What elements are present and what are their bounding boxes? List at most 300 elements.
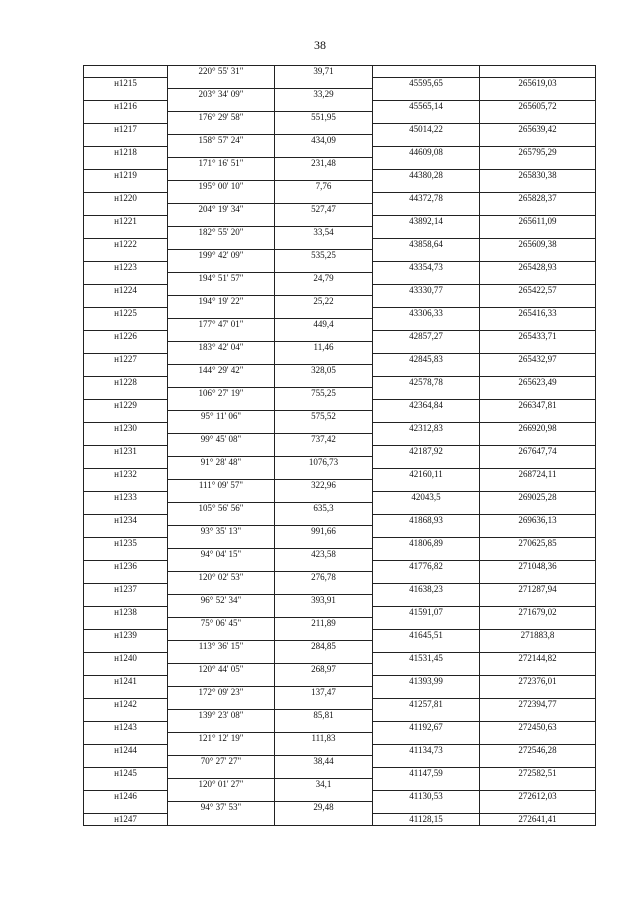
x-coordinate-cell: 45014,22 — [373, 124, 480, 136]
point-row — [84, 791, 595, 803]
empty-cell — [84, 250, 168, 262]
x-coordinate-cell: 44372,78 — [373, 193, 480, 205]
point-row — [84, 676, 595, 688]
x-coordinate-cell: 41591,07 — [373, 607, 480, 619]
y-coordinate-cell: 271679,02 — [518, 606, 557, 617]
empty-cell — [84, 66, 168, 78]
point-row — [84, 400, 595, 412]
x-coordinate-cell: 41645,51 — [373, 630, 480, 642]
empty-cell — [373, 388, 480, 400]
point-name-cell: н1219 — [84, 170, 168, 182]
empty-cell — [373, 273, 480, 285]
empty-cell — [480, 112, 595, 124]
y-coordinate-cell: 272394,77 — [518, 698, 557, 709]
empty-cell — [480, 595, 595, 607]
point-row — [84, 216, 595, 228]
distance-cell: 393,91 — [275, 595, 373, 607]
empty-cell — [275, 285, 373, 297]
segment-row — [84, 733, 595, 745]
distance-cell: 276,78 — [275, 572, 373, 584]
y-coordinate-cell: 265433,71 — [518, 330, 557, 341]
empty-cell — [275, 193, 373, 205]
empty-cell — [275, 515, 373, 527]
segment-row — [84, 204, 595, 216]
empty-cell — [84, 687, 168, 699]
empty-cell — [168, 308, 275, 320]
x-coordinate-cell: 42312,83 — [373, 423, 480, 435]
empty-cell — [275, 699, 373, 711]
point-row — [84, 768, 595, 780]
y-coordinate-cell: 265605,72 — [518, 100, 557, 111]
empty-cell — [84, 595, 168, 607]
empty-cell — [480, 158, 595, 170]
segment-row — [84, 342, 595, 354]
empty-cell — [480, 273, 595, 285]
point-row — [84, 561, 595, 573]
point-row — [84, 722, 595, 734]
x-coordinate-cell: 44609,08 — [373, 147, 480, 159]
empty-cell — [168, 630, 275, 642]
point-row — [84, 469, 595, 481]
x-coordinate-cell: 41776,82 — [373, 561, 480, 573]
page-number: 38 — [314, 38, 326, 52]
point-row — [84, 331, 595, 343]
segment-row — [84, 710, 595, 722]
point-name-cell: н1227 — [84, 354, 168, 366]
empty-cell — [168, 101, 275, 113]
coordinates-table — [83, 65, 596, 826]
empty-cell — [275, 492, 373, 504]
empty-cell — [480, 480, 595, 492]
point-name-cell: н1230 — [84, 423, 168, 435]
point-row — [84, 193, 595, 205]
empty-cell — [84, 342, 168, 354]
empty-cell — [168, 377, 275, 389]
direction-angle-cell: 176° 29' 58" — [168, 112, 275, 124]
x-coordinate-cell: 42857,27 — [373, 331, 480, 343]
point-name-cell: н1244 — [84, 745, 168, 757]
point-row — [84, 515, 595, 527]
empty-cell — [275, 561, 373, 573]
empty-cell — [480, 296, 595, 308]
x-coordinate-cell: 44380,28 — [373, 170, 480, 182]
empty-cell — [373, 411, 480, 423]
point-name-cell: н1247 — [84, 814, 168, 826]
x-coordinate-cell: 41806,89 — [373, 538, 480, 550]
empty-cell — [84, 549, 168, 561]
point-row — [84, 101, 595, 113]
empty-cell — [168, 285, 275, 297]
direction-angle-cell: 195° 00' 10" — [168, 181, 275, 193]
segment-row — [84, 480, 595, 492]
empty-cell — [84, 503, 168, 515]
empty-cell — [84, 480, 168, 492]
empty-cell — [168, 216, 275, 228]
segment-row — [84, 89, 595, 101]
empty-cell — [168, 78, 275, 90]
point-row — [84, 630, 595, 642]
distance-cell: 29,48 — [275, 802, 373, 814]
empty-cell — [168, 147, 275, 159]
empty-cell — [275, 584, 373, 596]
point-name-cell: н1237 — [84, 584, 168, 596]
empty-cell — [480, 89, 595, 101]
segment-row — [84, 526, 595, 538]
direction-angle-cell: 172° 09' 23" — [168, 687, 275, 699]
direction-angle-cell: 94° 37' 53" — [168, 802, 275, 814]
point-row — [84, 699, 595, 711]
point-name-cell: н1236 — [84, 561, 168, 573]
direction-angle-cell: 120° 01' 27" — [168, 779, 275, 791]
empty-cell — [373, 756, 480, 768]
empty-cell — [275, 676, 373, 688]
empty-cell — [373, 112, 480, 124]
empty-cell — [480, 342, 595, 354]
empty-cell — [373, 66, 480, 78]
segment-row — [84, 158, 595, 170]
empty-cell — [168, 400, 275, 412]
empty-cell — [275, 400, 373, 412]
segment-row — [84, 549, 595, 561]
empty-cell — [275, 607, 373, 619]
y-coordinate-cell: 265422,57 — [518, 284, 557, 295]
direction-angle-cell: 220° 55' 31" — [168, 66, 275, 78]
empty-cell — [480, 503, 595, 515]
empty-cell — [84, 227, 168, 239]
empty-cell — [373, 480, 480, 492]
x-coordinate-cell: 43306,33 — [373, 308, 480, 320]
x-coordinate-cell: 42160,11 — [373, 469, 480, 481]
empty-cell — [480, 549, 595, 561]
empty-cell — [84, 158, 168, 170]
point-row — [84, 377, 595, 389]
point-row — [84, 308, 595, 320]
empty-cell — [275, 78, 373, 90]
y-coordinate-cell: 268724,11 — [518, 468, 557, 479]
y-coordinate-cell: 266347,81 — [518, 399, 557, 410]
empty-cell — [168, 354, 275, 366]
empty-cell — [373, 342, 480, 354]
segment-row — [84, 112, 595, 124]
distance-cell: 11,46 — [275, 342, 373, 354]
point-name-cell: н1218 — [84, 147, 168, 159]
point-name-cell: н1238 — [84, 607, 168, 619]
empty-cell — [275, 101, 373, 113]
empty-cell — [168, 768, 275, 780]
y-coordinate-cell: 265619,03 — [518, 77, 557, 88]
y-coordinate-cell: 265428,93 — [518, 261, 557, 272]
point-name-cell: н1229 — [84, 400, 168, 412]
empty-cell — [480, 319, 595, 331]
point-name-cell: н1231 — [84, 446, 168, 458]
distance-cell: 137,47 — [275, 687, 373, 699]
empty-cell — [168, 745, 275, 757]
point-row — [84, 607, 595, 619]
empty-cell — [275, 469, 373, 481]
point-name-cell: н1241 — [84, 676, 168, 688]
empty-cell — [480, 388, 595, 400]
point-row — [84, 423, 595, 435]
distance-cell: 423,58 — [275, 549, 373, 561]
empty-cell — [480, 756, 595, 768]
distance-cell: 635,3 — [275, 503, 373, 515]
distance-cell: 39,71 — [275, 66, 373, 78]
x-coordinate-cell: 41134,73 — [373, 745, 480, 757]
empty-cell — [480, 526, 595, 538]
distance-cell: 33,29 — [275, 89, 373, 101]
x-coordinate-cell: 42364,84 — [373, 400, 480, 412]
empty-cell — [275, 768, 373, 780]
empty-cell — [480, 641, 595, 653]
empty-cell — [84, 181, 168, 193]
empty-cell — [275, 446, 373, 458]
y-coordinate-cell: 271287,94 — [518, 583, 557, 594]
empty-cell — [84, 89, 168, 101]
empty-cell — [373, 158, 480, 170]
x-coordinate-cell: 43354,73 — [373, 262, 480, 274]
empty-cell — [480, 687, 595, 699]
point-name-cell: н1225 — [84, 308, 168, 320]
empty-cell — [373, 687, 480, 699]
empty-cell — [84, 526, 168, 538]
y-coordinate-cell: 265623,49 — [518, 376, 557, 387]
direction-angle-cell: 95° 11' 06" — [168, 411, 275, 423]
point-name-cell: н1224 — [84, 285, 168, 297]
empty-cell — [84, 802, 168, 814]
point-name-cell: н1228 — [84, 377, 168, 389]
empty-cell — [84, 388, 168, 400]
x-coordinate-cell: 45565,14 — [373, 101, 480, 113]
y-coordinate-cell: 267647,74 — [518, 445, 557, 456]
x-coordinate-cell: 42187,92 — [373, 446, 480, 458]
x-coordinate-cell: 42043,5 — [373, 492, 480, 504]
segment-row — [84, 365, 595, 377]
empty-cell — [480, 135, 595, 147]
direction-angle-cell: 120° 44' 05" — [168, 664, 275, 676]
empty-cell — [480, 227, 595, 239]
empty-cell — [275, 262, 373, 274]
empty-cell — [168, 584, 275, 596]
direction-angle-cell: 158° 57' 24" — [168, 135, 275, 147]
segment-row — [84, 227, 595, 239]
point-name-cell: н1245 — [84, 768, 168, 780]
point-name-cell: н1234 — [84, 515, 168, 527]
distance-cell: 755,25 — [275, 388, 373, 400]
segment-row — [84, 641, 595, 653]
empty-cell — [168, 814, 275, 826]
empty-cell — [275, 170, 373, 182]
segment-row — [84, 503, 595, 515]
empty-cell — [373, 618, 480, 630]
distance-cell: 7,76 — [275, 181, 373, 193]
y-coordinate-cell: 272612,03 — [518, 790, 557, 801]
empty-cell — [275, 423, 373, 435]
y-coordinate-cell: 272376,01 — [518, 675, 557, 686]
direction-angle-cell: 194° 51' 57" — [168, 273, 275, 285]
direction-angle-cell: 203° 34' 09" — [168, 89, 275, 101]
distance-cell: 575,52 — [275, 411, 373, 423]
empty-cell — [480, 457, 595, 469]
segment-row — [84, 296, 595, 308]
empty-cell — [373, 664, 480, 676]
empty-cell — [373, 710, 480, 722]
distance-cell: 268,97 — [275, 664, 373, 676]
empty-cell — [480, 66, 595, 78]
x-coordinate-cell: 42578,78 — [373, 377, 480, 389]
x-coordinate-cell: 41130,53 — [373, 791, 480, 803]
empty-cell — [275, 239, 373, 251]
empty-cell — [84, 434, 168, 446]
segment-row — [84, 687, 595, 699]
y-coordinate-cell: 265611,09 — [518, 215, 557, 226]
y-coordinate-cell: 269636,13 — [518, 514, 557, 525]
empty-cell — [373, 802, 480, 814]
distance-cell: 527,47 — [275, 204, 373, 216]
empty-cell — [84, 641, 168, 653]
distance-cell: 38,44 — [275, 756, 373, 768]
direction-angle-cell: 171° 16' 51" — [168, 158, 275, 170]
point-name-cell: н1221 — [84, 216, 168, 228]
distance-cell: 33,54 — [275, 227, 373, 239]
segment-row — [84, 411, 595, 423]
empty-cell — [275, 814, 373, 826]
empty-cell — [275, 791, 373, 803]
direction-angle-cell: 111° 09' 57" — [168, 480, 275, 492]
segment-row — [84, 756, 595, 768]
y-coordinate-cell: 272450,63 — [518, 721, 557, 732]
point-name-cell: н1240 — [84, 653, 168, 665]
empty-cell — [275, 722, 373, 734]
direction-angle-cell: 105° 56' 56" — [168, 503, 275, 515]
direction-angle-cell: 182° 55' 20" — [168, 227, 275, 239]
point-name-cell: н1215 — [84, 78, 168, 90]
empty-cell — [480, 802, 595, 814]
direction-angle-cell: 94° 04' 15" — [168, 549, 275, 561]
y-coordinate-cell: 269025,28 — [518, 491, 557, 502]
empty-cell — [480, 618, 595, 630]
distance-cell: 25,22 — [275, 296, 373, 308]
point-name-cell: н1246 — [84, 791, 168, 803]
empty-cell — [373, 204, 480, 216]
empty-cell — [168, 193, 275, 205]
segment-row — [84, 802, 595, 814]
y-coordinate-cell: 265416,33 — [518, 307, 557, 318]
empty-cell — [373, 434, 480, 446]
y-coordinate-cell: 271048,36 — [518, 560, 557, 571]
point-row — [84, 170, 595, 182]
direction-angle-cell: 99° 45' 08" — [168, 434, 275, 446]
distance-cell: 328,05 — [275, 365, 373, 377]
segment-row — [84, 457, 595, 469]
point-row — [84, 285, 595, 297]
empty-cell — [84, 135, 168, 147]
empty-cell — [168, 262, 275, 274]
direction-angle-cell: 144° 29' 42" — [168, 365, 275, 377]
x-coordinate-cell: 41257,81 — [373, 699, 480, 711]
empty-cell — [168, 538, 275, 550]
empty-cell — [168, 469, 275, 481]
y-coordinate-cell: 265830,38 — [518, 169, 557, 180]
point-name-cell: н1243 — [84, 722, 168, 734]
point-row — [84, 262, 595, 274]
empty-cell — [84, 204, 168, 216]
empty-cell — [373, 457, 480, 469]
direction-angle-cell: 113° 36' 15" — [168, 641, 275, 653]
direction-angle-cell: 177° 47' 01" — [168, 319, 275, 331]
point-row — [84, 446, 595, 458]
empty-cell — [168, 331, 275, 343]
empty-cell — [480, 733, 595, 745]
x-coordinate-cell: 41393,99 — [373, 676, 480, 688]
y-coordinate-cell: 270625,85 — [518, 537, 557, 548]
empty-cell — [168, 561, 275, 573]
distance-cell: 449,4 — [275, 319, 373, 331]
empty-cell — [168, 515, 275, 527]
empty-cell — [168, 170, 275, 182]
y-coordinate-cell: 265795,29 — [518, 146, 557, 157]
segment-row — [84, 434, 595, 446]
segment-row — [84, 250, 595, 262]
empty-cell — [84, 457, 168, 469]
empty-cell — [373, 250, 480, 262]
empty-cell — [373, 135, 480, 147]
distance-cell: 24,79 — [275, 273, 373, 285]
empty-cell — [168, 653, 275, 665]
empty-cell — [480, 572, 595, 584]
y-coordinate-cell: 272546,28 — [518, 744, 557, 755]
y-coordinate-cell: 265609,38 — [518, 238, 557, 249]
empty-cell — [373, 365, 480, 377]
empty-cell — [275, 377, 373, 389]
point-row — [84, 745, 595, 757]
distance-cell: 434,09 — [275, 135, 373, 147]
point-row — [84, 584, 595, 596]
x-coordinate-cell: 42845,83 — [373, 354, 480, 366]
x-coordinate-cell: 41638,23 — [373, 584, 480, 596]
empty-cell — [373, 89, 480, 101]
distance-cell: 231,48 — [275, 158, 373, 170]
segment-row — [84, 664, 595, 676]
y-coordinate-cell: 265639,42 — [518, 123, 557, 134]
empty-cell — [373, 181, 480, 193]
empty-cell — [168, 423, 275, 435]
y-coordinate-cell: 266920,98 — [518, 422, 557, 433]
point-row — [84, 147, 595, 159]
empty-cell — [84, 756, 168, 768]
x-coordinate-cell: 43858,64 — [373, 239, 480, 251]
direction-angle-cell: 199° 42' 09" — [168, 250, 275, 262]
empty-cell — [480, 710, 595, 722]
segment-row — [84, 618, 595, 630]
point-name-cell: н1223 — [84, 262, 168, 274]
distance-cell: 1076,73 — [275, 457, 373, 469]
x-coordinate-cell: 43892,14 — [373, 216, 480, 228]
y-coordinate-cell: 271883,8 — [520, 629, 555, 640]
empty-cell — [84, 112, 168, 124]
empty-cell — [84, 411, 168, 423]
empty-cell — [275, 653, 373, 665]
empty-cell — [84, 572, 168, 584]
empty-cell — [275, 124, 373, 136]
empty-cell — [480, 181, 595, 193]
distance-cell: 737,42 — [275, 434, 373, 446]
empty-cell — [168, 492, 275, 504]
distance-cell: 211,89 — [275, 618, 373, 630]
empty-cell — [373, 549, 480, 561]
segment-row — [84, 273, 595, 285]
point-name-cell: н1239 — [84, 630, 168, 642]
segment-row — [84, 595, 595, 607]
